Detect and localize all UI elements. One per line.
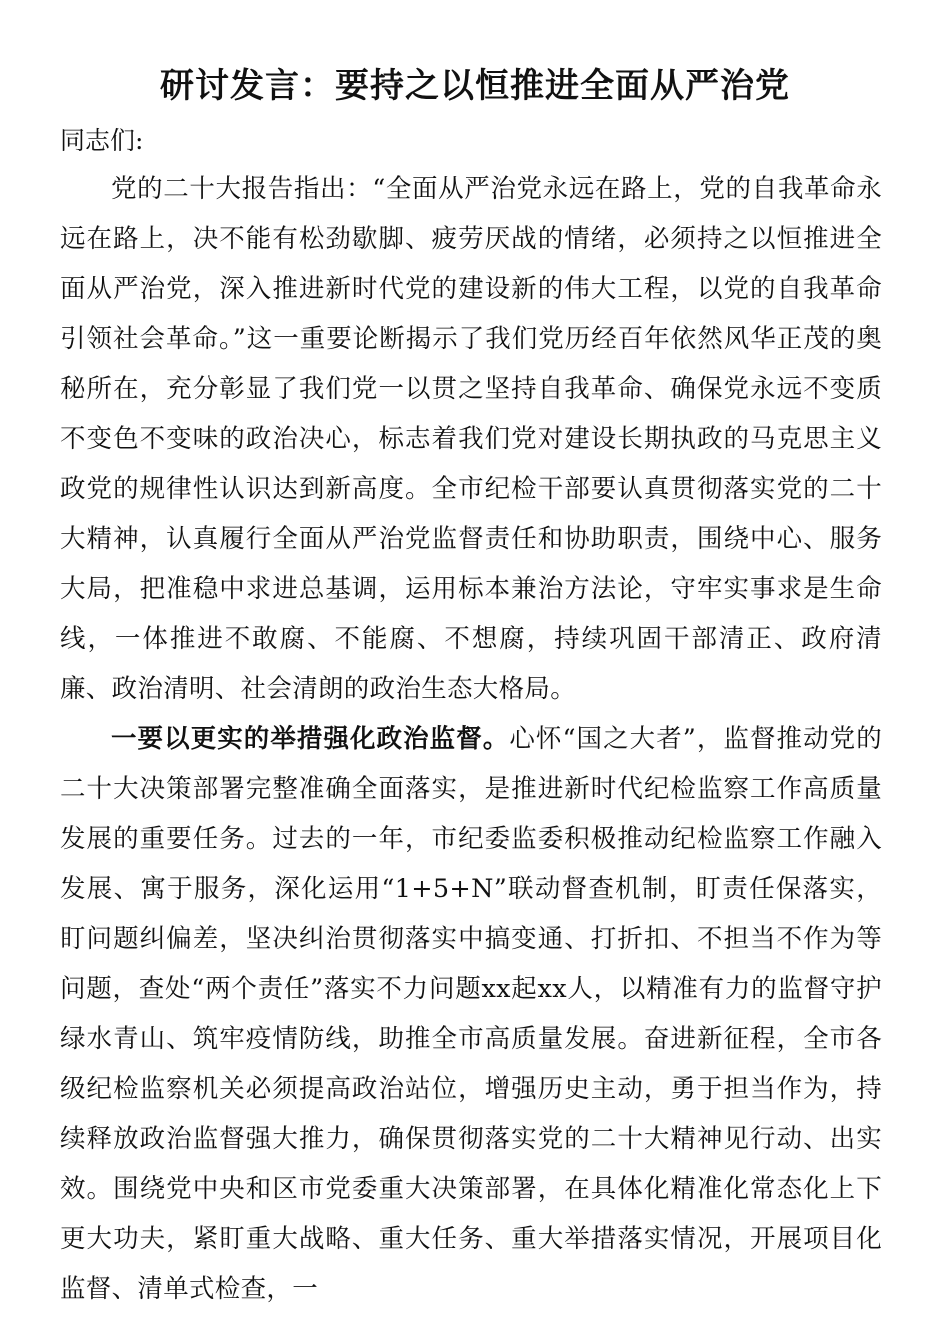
paragraph-1: 党的二十大报告指出：“全面从严治党永远在路上，党的自我革命永远在路上，决不能有松劲歇脚、疲劳厌战的情绪，必须持之以恒推进全面从严治党，深入推进新时代党的建设新的伟大工程，以党的自我革命引领社会革命。”这一重要论断揭示了我们党历经百年依然风华正茂的奥秘所在，充分彰显了我们党一以贯之坚持自我革命、确保党永远不变质不变色不变味的政治决心，标志着我们党对建设长期执政的马克思主义政党的规律性认识达到新高度。全市纪检干部要认真贯彻落实党的二十大精神，认真履行全面从严治党监督责任和协助职责，围绕中心、服务大局，把准稳中求进总基调，运用标本兼治方法论，守牢实事求是生命线，一体推进不敢腐、不能腐、不想腐，持续巩固干部清正、政府清廉、政治清明、社会清朗的政治生态大格局。 bbox=[60, 174, 882, 704]
salutation: 同志们: bbox=[60, 126, 144, 155]
document-title: 研讨发言：要持之以恒推进全面从严治党 bbox=[160, 66, 790, 106]
paragraph-2 bbox=[60, 714, 882, 1314]
paragraph-2-heading: 一要以更实的举措强化政治监督。 bbox=[111, 724, 510, 754]
paragraph-2-body: 心怀“国之大者”，监督推动党的二十大决策部署完整准确全面落实，是推进新时代纪检监察工作高质量发展的重要任务。过去的一年，市纪委监委积极推动纪检监察工作融入发展、寓于服务，深化运用“1+5+N”联动督查机制，盯责任保落实，盯问题纠偏差，坚决纠治贯彻落实中搞变通、打折扣、不担当不作为等问题，查处“两个责任”落实不力问题xx起xx人，以精准有力的监督守护绿水青山、筑牢疫情防线，助推全市高质量发展。奋进新征程，全市各级纪检监察机关必须提高政治站位，增强历史主动，勇于担当作为，持续释放政治监督强大推力，确保贯彻落实党的二十大精神见行动、出实效。围绕党中央和区市党委重大决策部署，在具体化精准化常态化上下更大功夫，紧盯重大战略、重大任务、重大举措落实情况，开展项目化监督、清单式检查，一 bbox=[60, 724, 882, 1304]
